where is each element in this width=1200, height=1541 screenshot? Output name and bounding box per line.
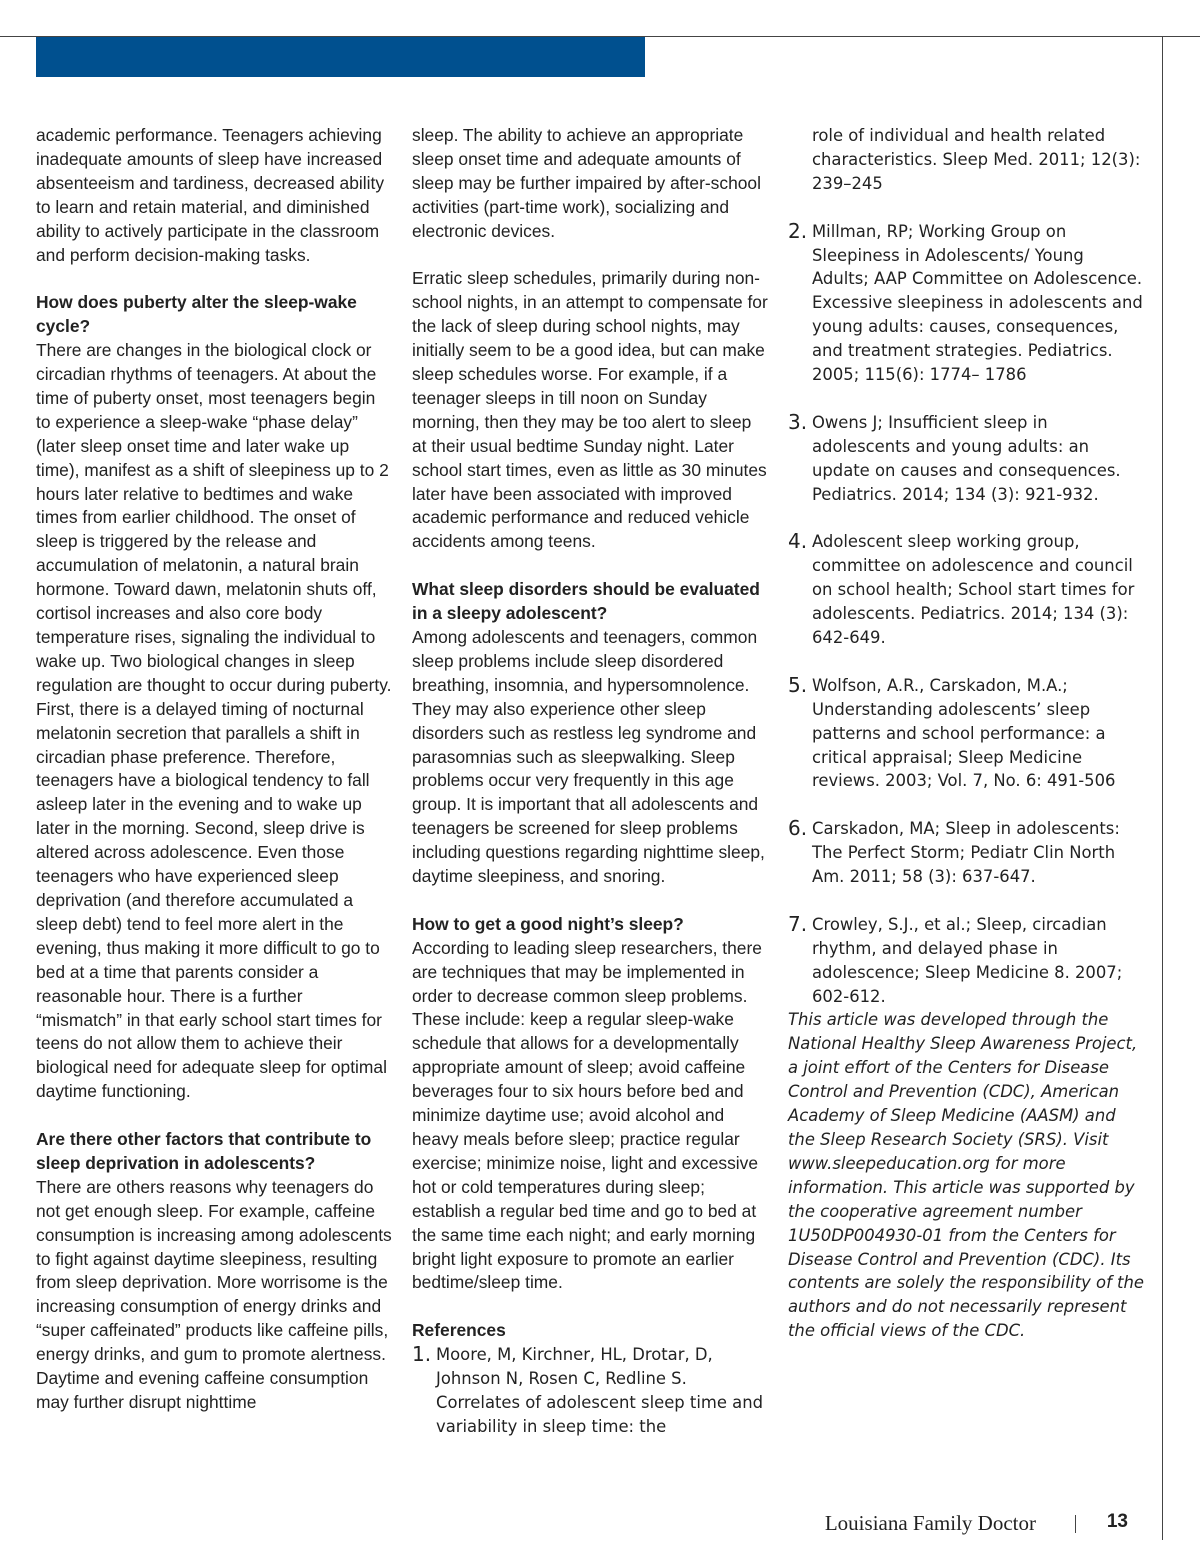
reference-text: Moore, M, Kirchner, HL, Drotar, D, Johnson N, Rosen C, Redline S. Correlates of adolescent sleep time and variability in sleep time: the: [436, 1345, 763, 1436]
reference-text: Wolfson, A.R., Carskadon, M.A.; Understanding adolescents’ sleep patterns and school performance: a critical appraisal; Sleep Medicine reviews. 2003; Vol. 7, No. 6: 491-506: [812, 675, 1116, 791]
reference-number: 1.: [412, 1342, 432, 1367]
references-heading: References: [412, 1320, 506, 1341]
paragraph: There are others reasons why teenagers do not get enough sleep. For example, caffeine consumption is increasing among adolescents to fight against daytime sleepiness, resulting from sleep deprivation. More worrisome is the increasing consumption of energy drinks and “super caffeinated” products like caffeine pills, energy drinks, and gum to promote alertness. Daytime and evening caffeine consumption may further disrupt nighttime: [36, 1176, 392, 1412]
header-band: [36, 37, 645, 77]
reference-text: Carskadon, MA; Sleep in adolescents: The Perfect Storm; Pediatr Clin North Am. 2011; 58 (3): 637-647.: [812, 819, 1120, 887]
reference-text: Adolescent sleep working group, committee on adolescence and council on school health; School start times for adolescents. Pediatrics. 2014; 134 (3): 642-649.: [812, 532, 1135, 647]
reference-item: [788, 530, 1144, 650]
reference-item: [788, 220, 1144, 387]
reference-number: 4.: [788, 529, 808, 554]
reference-text: Millman, RP; Working Group on Sleepiness in Adolescents/ Young Adults; AAP Committee on Adolescence. Excessive sleepiness in adolescents and young adults: causes, consequences, and treatment strategies. Pediatrics. 2005; 115(6): 1774– 1786: [812, 221, 1143, 385]
reference-number: 5.: [788, 672, 808, 697]
reference-number: 3.: [788, 409, 808, 434]
column-1: [36, 124, 392, 1415]
reference-number: 7.: [788, 911, 808, 936]
magazine-title: Louisiana Family Doctor: [824, 1511, 1036, 1535]
reference-item: [788, 913, 1144, 1009]
paragraph: There are changes in the biological clock or circadian rhythms of teenagers. At about the time of puberty onset, most teenagers begin to experience a sleep-wake “phase delay” (later sleep onset time and later wake up time), manifest as a shift of sleepiness up to 2 hours later relative to bedtimes and wake times from earlier childhood. The onset of sleep is triggered by the release and accumulation of melatonin, a natural brain hormone. Toward dawn, melatonin shuts off, cortisol increases and also core body temperature rises, signaling the individual to wake up. Two biological changes in sleep regulation are thought to occur during puberty. First, there is a delayed timing of nocturnal melatonin secretion that parallels a shift in circadian phase preference. Therefore, teenagers have a biological tendency to fall asleep later in the evening and to wake up later in the morning. Second, sleep drive is altered across adolescence. Even those teenagers who have experienced sleep deprivation (and therefore accumulated a sleep debt) tend to feel more alert in the evening, thus making it more difficult to go to bed at a time that parents consider a reasonable hour. There is a further “mismatch” in that early school start times for teens do not allow them to achieve their biological need for adequate sleep for optimal daytime functioning.: [36, 340, 392, 1102]
column-2: [412, 124, 768, 1439]
reference-number: 6.: [788, 816, 808, 841]
page-footer: [760, 1511, 1140, 1541]
section-heading: How does puberty alter the sleep-wake cycle?: [36, 292, 357, 337]
paragraph: According to leading sleep researchers, there are techniques that may be implemented in order to decrease common sleep problems. These include: keep a regular sleep-wake schedule that allows for a developmentally appropriate amount of sleep; avoid caffeine beverages four to six hours before bed and minimize daytime use; avoid alcohol and heavy meals before sleep; practice regular exercise; minimize noise, light and excessive hot or cold temperatures during sleep; establish a regular bed time and go to bed at the same time each night; and early morning bright light exposure to promote an earlier bedtime/sleep time.: [412, 937, 762, 1293]
reference-number: 2.: [788, 218, 808, 243]
reference-text: role of individual and health related characteristics. Sleep Med. 2011; 12(3): 239–245: [812, 126, 1141, 193]
reference-text: Crowley, S.J., et al.; Sleep, circadian rhythm, and delayed phase in adolescence; Sleep Medicine 8. 2007; 602-612.: [812, 914, 1123, 1006]
reference-item: [788, 411, 1144, 507]
paragraph: Erratic sleep schedules, primarily during non-school nights, in an attempt to compensate for the lack of sleep during school nights, may initially seem to be a good idea, but can make sleep schedules worse. For example, if a teenager sleeps in till noon on Sunday morning, then they may be too alert to sleep at their usual bedtime Sunday night. Later school start times, even as little as 30 minutes later have been associated with improved academic performance and reduced vehicle accidents among teens.: [412, 268, 768, 552]
reference-item: [412, 1343, 768, 1439]
paragraph: academic performance. Teenagers achieving inadequate amounts of sleep have increased absenteeism and tardiness, decreased ability to learn and retain material, and diminished ability to actively participate in the classroom and perform decision-making tasks.: [36, 125, 385, 265]
column-3: [788, 124, 1144, 1343]
reference-item: [788, 817, 1144, 889]
paragraph: sleep. The ability to achieve an appropriate sleep onset time and adequate amounts of sleep may be further impaired by after-school activities (part-time work), socializing and electronic devices.: [412, 125, 761, 241]
paragraph: Among adolescents and teenagers, common sleep problems include sleep disordered breathing, insomnia, and hypersomnolence. They may also experience other sleep disorders such as restless leg syndrome and parasomnias such as sleepwalking. Sleep problems occur very frequently in this age group. It is important that all adolescents and teenagers be screened for sleep problems including questions regarding nighttime sleep, daytime sleepiness, and snoring.: [412, 627, 765, 887]
reference-continuation: [788, 124, 1144, 196]
right-rule: [1162, 36, 1163, 1540]
section-heading: How to get a good night’s sleep?: [412, 913, 684, 934]
reference-text: Owens J; Insufficient sleep in adolescents and young adults: an update on causes and consequences. Pediatrics. 2014; 134 (3): 921-932.: [812, 412, 1121, 504]
section-heading: Are there other factors that contribute to sleep deprivation in adolescents?: [36, 1129, 372, 1173]
section-heading: What sleep disorders should be evaluated in a sleepy adolescent?: [412, 579, 760, 624]
reference-item: [788, 674, 1144, 794]
acknowledgement-note: This article was developed through the National Healthy Sleep Awareness Project, a joint effort of the Centers for Disease Control and Prevention (CDC), American Academy of Sleep Medicine (AASM) and the Sleep Research Society (SRS). Visit www.sleepeducation.org for more information. This article was supported by the cooperative agreement number 1U50DP004930-01 from the Centers for Disease Control and Prevention (CDC). Its contents are solely the responsibility of the authors and do not necessarily represent the official views of the CDC.: [788, 1010, 1144, 1341]
footer-divider: [1075, 1515, 1076, 1533]
page-number: 13: [1106, 1511, 1128, 1532]
